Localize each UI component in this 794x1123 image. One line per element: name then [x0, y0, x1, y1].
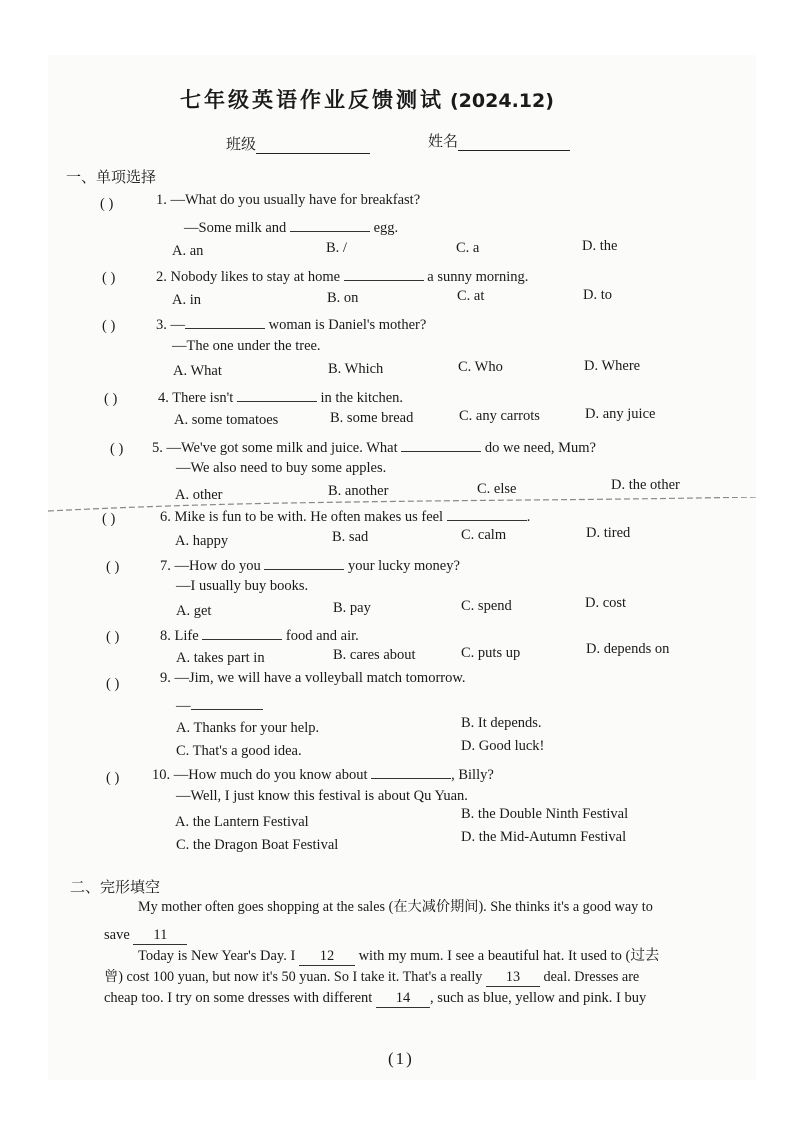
class-label: 班级 — [226, 135, 257, 153]
option: B. some bread — [330, 410, 414, 426]
question-stem: 6. Mike is fun to be with. He often makes us feel . — [160, 506, 530, 526]
question-stem: 7. —How do you your lucky money? — [160, 555, 460, 575]
option: A. takes part in — [176, 650, 265, 666]
question-stem: 10. —How much do you know about , Billy? — [152, 764, 494, 784]
answer-blank[interactable] — [237, 387, 317, 402]
option: D. Good luck! — [461, 738, 545, 754]
option: A. happy — [175, 533, 229, 549]
option: B. cares about — [333, 647, 416, 663]
option: A. the Lantern Festival — [175, 814, 309, 830]
page-number: (1) — [388, 1049, 414, 1068]
question-stem-line2: —Some milk and egg. — [184, 217, 398, 237]
answer-blank[interactable] — [202, 625, 282, 640]
option: B. It depends. — [461, 715, 542, 731]
cloze-blank-13[interactable]: 13 — [486, 969, 540, 987]
option: D. the — [582, 238, 618, 254]
cloze-line-2: save 11 — [104, 927, 187, 945]
option: B. another — [328, 483, 389, 499]
page-title — [180, 84, 554, 114]
name-blank[interactable] — [458, 150, 570, 151]
title-main: 七年级英语作业反馈测试 — [180, 88, 444, 112]
answer-blank[interactable] — [344, 266, 424, 281]
answer-paren[interactable]: ( ) — [106, 676, 120, 692]
answer-paren[interactable]: ( ) — [102, 318, 116, 334]
class-field — [226, 133, 370, 154]
answer-paren[interactable]: ( ) — [106, 559, 120, 575]
question-stem: 9. —Jim, we will have a volleyball match tomorrow. — [160, 670, 466, 686]
option: A. in — [172, 292, 201, 308]
cloze-blank-14[interactable]: 14 — [376, 990, 430, 1008]
answer-blank[interactable] — [290, 217, 370, 232]
answer-blank[interactable] — [447, 506, 527, 521]
option: A. some tomatoes — [174, 412, 279, 428]
option: B. pay — [333, 600, 371, 616]
answer-paren[interactable]: ( ) — [106, 629, 120, 645]
answer-blank[interactable] — [264, 555, 344, 570]
question-stem: 5. —We've got some milk and juice. What do we need, Mum? — [152, 437, 596, 457]
cloze-line-3: Today is New Year's Day. I 12 with my mum. I see a beautiful hat. It used to (过去 — [138, 948, 660, 964]
option: B. / — [326, 240, 347, 256]
question-stem-line2: —Well, I just know this festival is about Qu Yuan. — [176, 788, 468, 804]
option: C. any carrots — [459, 408, 540, 424]
question-stem: 3. — woman is Daniel's mother? — [156, 314, 426, 334]
name-label: 姓名 — [428, 132, 459, 150]
question-stem-line2: — — [176, 695, 263, 715]
question-stem-line2: —I usually buy books. — [176, 578, 309, 594]
answer-paren[interactable]: ( ) — [106, 770, 120, 786]
section-heading-cloze: 二、完形填空 — [70, 878, 161, 896]
answer-paren[interactable]: ( ) — [100, 196, 114, 212]
option: C. spend — [461, 598, 512, 614]
option: C. the Dragon Boat Festival — [176, 837, 339, 853]
question-stem-line2: —The one under the tree. — [172, 338, 321, 354]
option: B. the Double Ninth Festival — [461, 806, 629, 822]
option: D. to — [583, 287, 612, 303]
cloze-blank-12[interactable]: 12 — [299, 948, 355, 966]
section-heading-multiple-choice: 一、单项选择 — [66, 168, 157, 186]
option: D. tired — [586, 525, 631, 541]
option: C. a — [456, 240, 480, 256]
question-stem: 1. —What do you usually have for breakfast? — [156, 192, 421, 208]
question-stem: 8. Life food and air. — [160, 625, 359, 645]
option: C. That's a good idea. — [176, 743, 302, 759]
option: A. Thanks for your help. — [176, 720, 320, 736]
answer-blank[interactable] — [191, 695, 263, 710]
option: A. an — [172, 243, 204, 259]
option: D. any juice — [585, 406, 656, 422]
option: C. puts up — [461, 645, 521, 661]
answer-blank[interactable] — [401, 437, 481, 452]
answer-paren[interactable]: ( ) — [102, 270, 116, 286]
name-field — [428, 130, 570, 151]
cloze-blank-11[interactable]: 11 — [133, 927, 187, 945]
answer-blank[interactable] — [371, 764, 451, 779]
option: B. sad — [332, 529, 369, 545]
option: B. on — [327, 290, 359, 306]
option: A. other — [175, 487, 223, 503]
option: D. depends on — [586, 641, 670, 657]
question-stem-line2: —We also need to buy some apples. — [176, 460, 387, 476]
option: A. get — [176, 603, 212, 619]
option: C. at — [457, 288, 485, 304]
answer-paren[interactable]: ( ) — [110, 441, 124, 457]
option: C. calm — [461, 527, 507, 543]
title-year: (2024.12) — [450, 90, 554, 112]
answer-blank[interactable] — [185, 314, 265, 329]
class-blank[interactable] — [256, 153, 370, 154]
question-stem: 4. There isn't in the kitchen. — [158, 387, 403, 407]
option: C. Who — [458, 359, 503, 375]
option: C. else — [477, 481, 517, 497]
option: B. Which — [328, 361, 384, 377]
option: D. the other — [611, 477, 680, 493]
option: D. the Mid-Autumn Festival — [461, 829, 627, 845]
option: D. cost — [585, 595, 627, 611]
cloze-line-1: My mother often goes shopping at the sales (在大减价期间). She thinks it's a good way to — [138, 899, 653, 915]
option: D. Where — [584, 358, 641, 374]
answer-paren[interactable]: ( ) — [102, 511, 116, 527]
cloze-line-5: cheap too. I try on some dresses with different 14 , such as blue, yellow and pink. I buy — [104, 990, 647, 1006]
option: A. What — [173, 363, 222, 379]
answer-paren[interactable]: ( ) — [104, 391, 118, 407]
question-stem: 2. Nobody likes to stay at home a sunny morning. — [156, 266, 528, 286]
cloze-line-4: 曾) cost 100 yuan, but now it's 50 yuan. So I take it. That's a really 13 deal. Dresses are — [104, 969, 640, 985]
